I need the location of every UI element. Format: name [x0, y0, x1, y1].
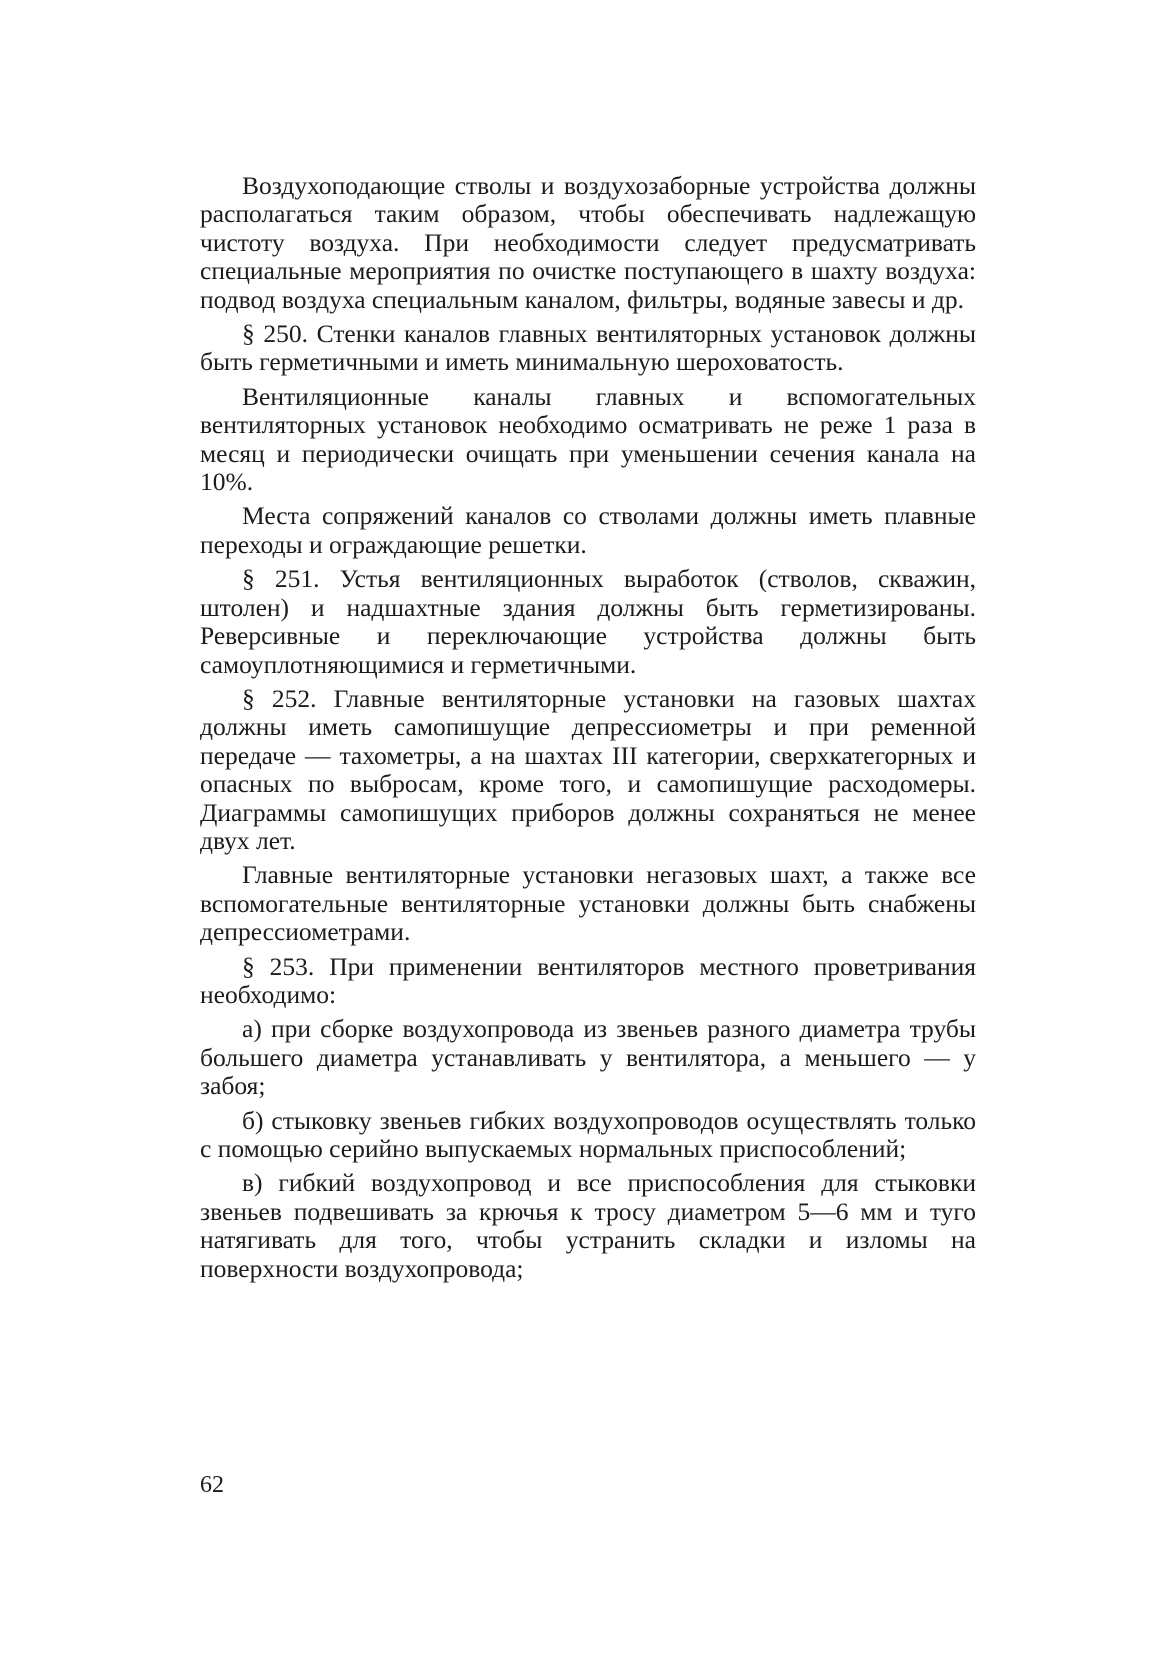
paragraph-non-gas-mines: Главные вентиляторные установки негазовых шахт, а также все вспомогательные вентиляторные установки должны быть снабжены депрессиометрами.	[200, 860, 976, 947]
page-number: 62	[200, 1472, 224, 1498]
paragraph-channel-inspection: Вентиляционные каналы главных и вспомогательных вентиляторных установок необходимо осматривать не реже 1 раза в месяц и периодически очищать при уменьшении сечения канала на 10%.	[200, 381, 976, 497]
paragraph-intake-shafts: Воздухоподающие стволы и воздухозаборные устройства должны располагаться таким образом, чтобы обеспечивать надлежащую чистоту воздуха. При необходимости следует предусматривать специальные мероприятия по очистке поступающего в шахту воздуха: подвод воздуха специальным каналом, фильтры, водяные завесы и др.	[200, 171, 976, 314]
page-body	[200, 172, 976, 1289]
list-item-b: б) стыковку звеньев гибких воздухопроводов осуществлять только с помощью серийно выпускаемых нормальных приспособлений;	[200, 1105, 976, 1163]
paragraph-junctions: Места сопряжений каналов со стволами должны иметь плавные переходы и ограждающие решетки.	[200, 501, 976, 559]
list-item-a: а) при сборке воздухопровода из звеньев разного диаметра трубы большего диаметра устанавливать у вентилятора, а меньшего — у забоя;	[200, 1014, 976, 1101]
paragraph-section-251: § 251. Устья вентиляционных выработок (стволов, скважин, штолен) и надшахтные здания должны быть герметизированы. Реверсивные и переключающие устройства должны быть самоуплотняющимися и герметичными.	[200, 564, 976, 679]
paragraph-section-253: § 253. При применении вентиляторов местного проветривания необходимо:	[200, 951, 976, 1009]
paragraph-section-252: § 252. Главные вентиляторные установки на газовых шахтах должны иметь самопишущие депрессиометры и при ременной передаче — тахометры, а на шахтах III категории, сверхкатегорных и опасных по выбросам, кроме того, и самопишущие расходомеры. Диаграммы самопишущих приборов должны сохраняться не менее двух лет.	[200, 683, 976, 855]
paragraph-section-250: § 250. Стенки каналов главных вентиляторных установок должны быть герметичными и иметь минимальную шероховатость.	[200, 319, 976, 377]
list-item-v: в) гибкий воздухопровод и все приспособления для стыковки звеньев подвешивать за крючья к тросу диаметром 5—6 мм и туго натягивать для того, чтобы устранить складки и изломы на поверхности воздухопровода;	[200, 1168, 976, 1283]
